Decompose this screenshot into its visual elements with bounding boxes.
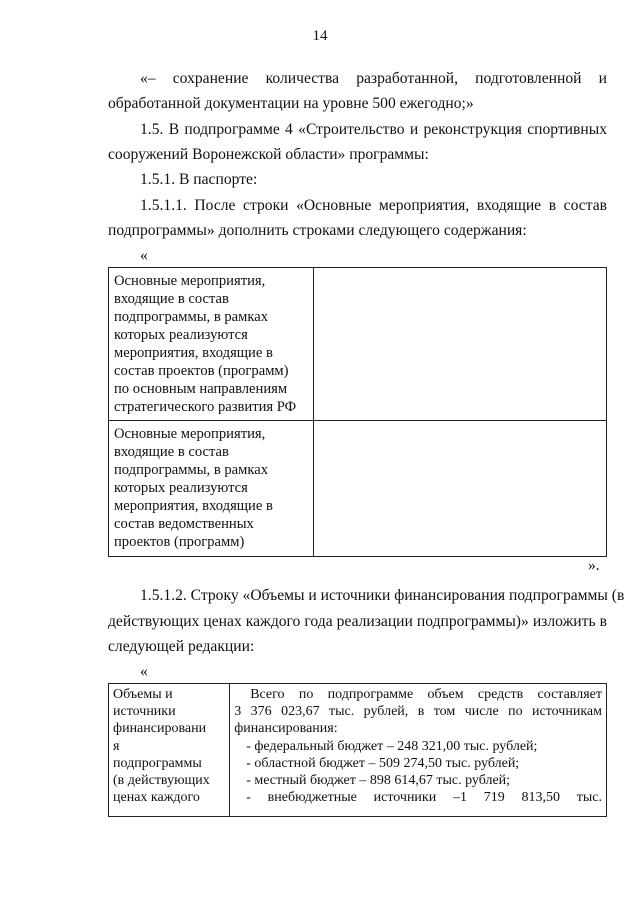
- table-row: [109, 268, 607, 421]
- paragraph-1-5-1-2-line2: действующих ценах каждого года реализации подпрограммы)» изложить в: [108, 613, 607, 630]
- paragraph-1-5-1-2-line1: 1.5.1.2. Строку «Объемы и источники финансирования подпрограммы (в: [140, 587, 625, 604]
- financing-label-cell: Объемы и источники финансировани я подпрограммы (в действующих ценах каждого: [109, 684, 230, 817]
- paragraph-1-5-1-2-line3: следующей редакции:: [108, 638, 255, 655]
- financing-value-cell: [230, 684, 607, 817]
- opening-quote-2: «: [140, 663, 148, 680]
- table-row: [109, 684, 607, 817]
- financing-item-federal: - федеральный бюджет – 248 321,00 тыс. рублей;: [246, 738, 538, 754]
- financing-total-line3: финансирования:: [234, 721, 338, 737]
- paragraph-1-5-1: 1.5.1. В паспорте:: [140, 171, 258, 188]
- paragraph-continuation-line2: обработанной документации на уровне 500 ежегодно;»: [108, 95, 474, 112]
- financing-item-regional: - областной бюджет – 509 274,50 тыс. рублей;: [246, 755, 520, 771]
- paragraph-1-5-1-1-line1: 1.5.1.1. После строки «Основные мероприятия, входящие в состав: [140, 197, 607, 214]
- table-label-cell: Основные мероприятия, входящие в состав подпрограммы, в рамках которых реализуются мероприятия, входящие в состав ведомственных проектов (программ): [109, 421, 314, 557]
- table-label-cell: Основные мероприятия, входящие в состав подпрограммы, в рамках которых реализуются мероприятия, входящие в состав проектов (программ) по основным направлениям стратегического развития РФ: [109, 268, 314, 421]
- paragraph-1-5-line2: сооружений Воронежской области» программы:: [108, 146, 429, 163]
- financing-table: [108, 683, 607, 817]
- events-table: [108, 267, 607, 557]
- page-number: 14: [312, 28, 328, 44]
- opening-quote-1: «: [140, 247, 148, 264]
- table-value-cell: [314, 421, 607, 557]
- financing-item-local: - местный бюджет – 898 614,67 тыс. рублей;: [246, 773, 511, 789]
- table-row: [109, 421, 607, 557]
- closing-quote-1: ».: [588, 557, 600, 574]
- financing-total-line2: 3 376 023,67 тыс. рублей, в том числе по источникам: [234, 704, 602, 720]
- paragraph-continuation-line1: «– сохранение количества разработанной, подготовленной и: [140, 70, 607, 87]
- table-value-cell: [314, 268, 607, 421]
- financing-total-line1: Всего по подпрограмме объем средств составляет: [250, 687, 602, 702]
- financing-item-extrabudget: - внебюджетные источники –1 719 813,50 тыс.: [246, 790, 602, 806]
- paragraph-1-5-line1: 1.5. В подпрограмме 4 «Строительство и реконструкция спортивных: [140, 121, 607, 138]
- paragraph-1-5-1-1-line2: подпрограммы» дополнить строками следующего содержания:: [108, 222, 527, 239]
